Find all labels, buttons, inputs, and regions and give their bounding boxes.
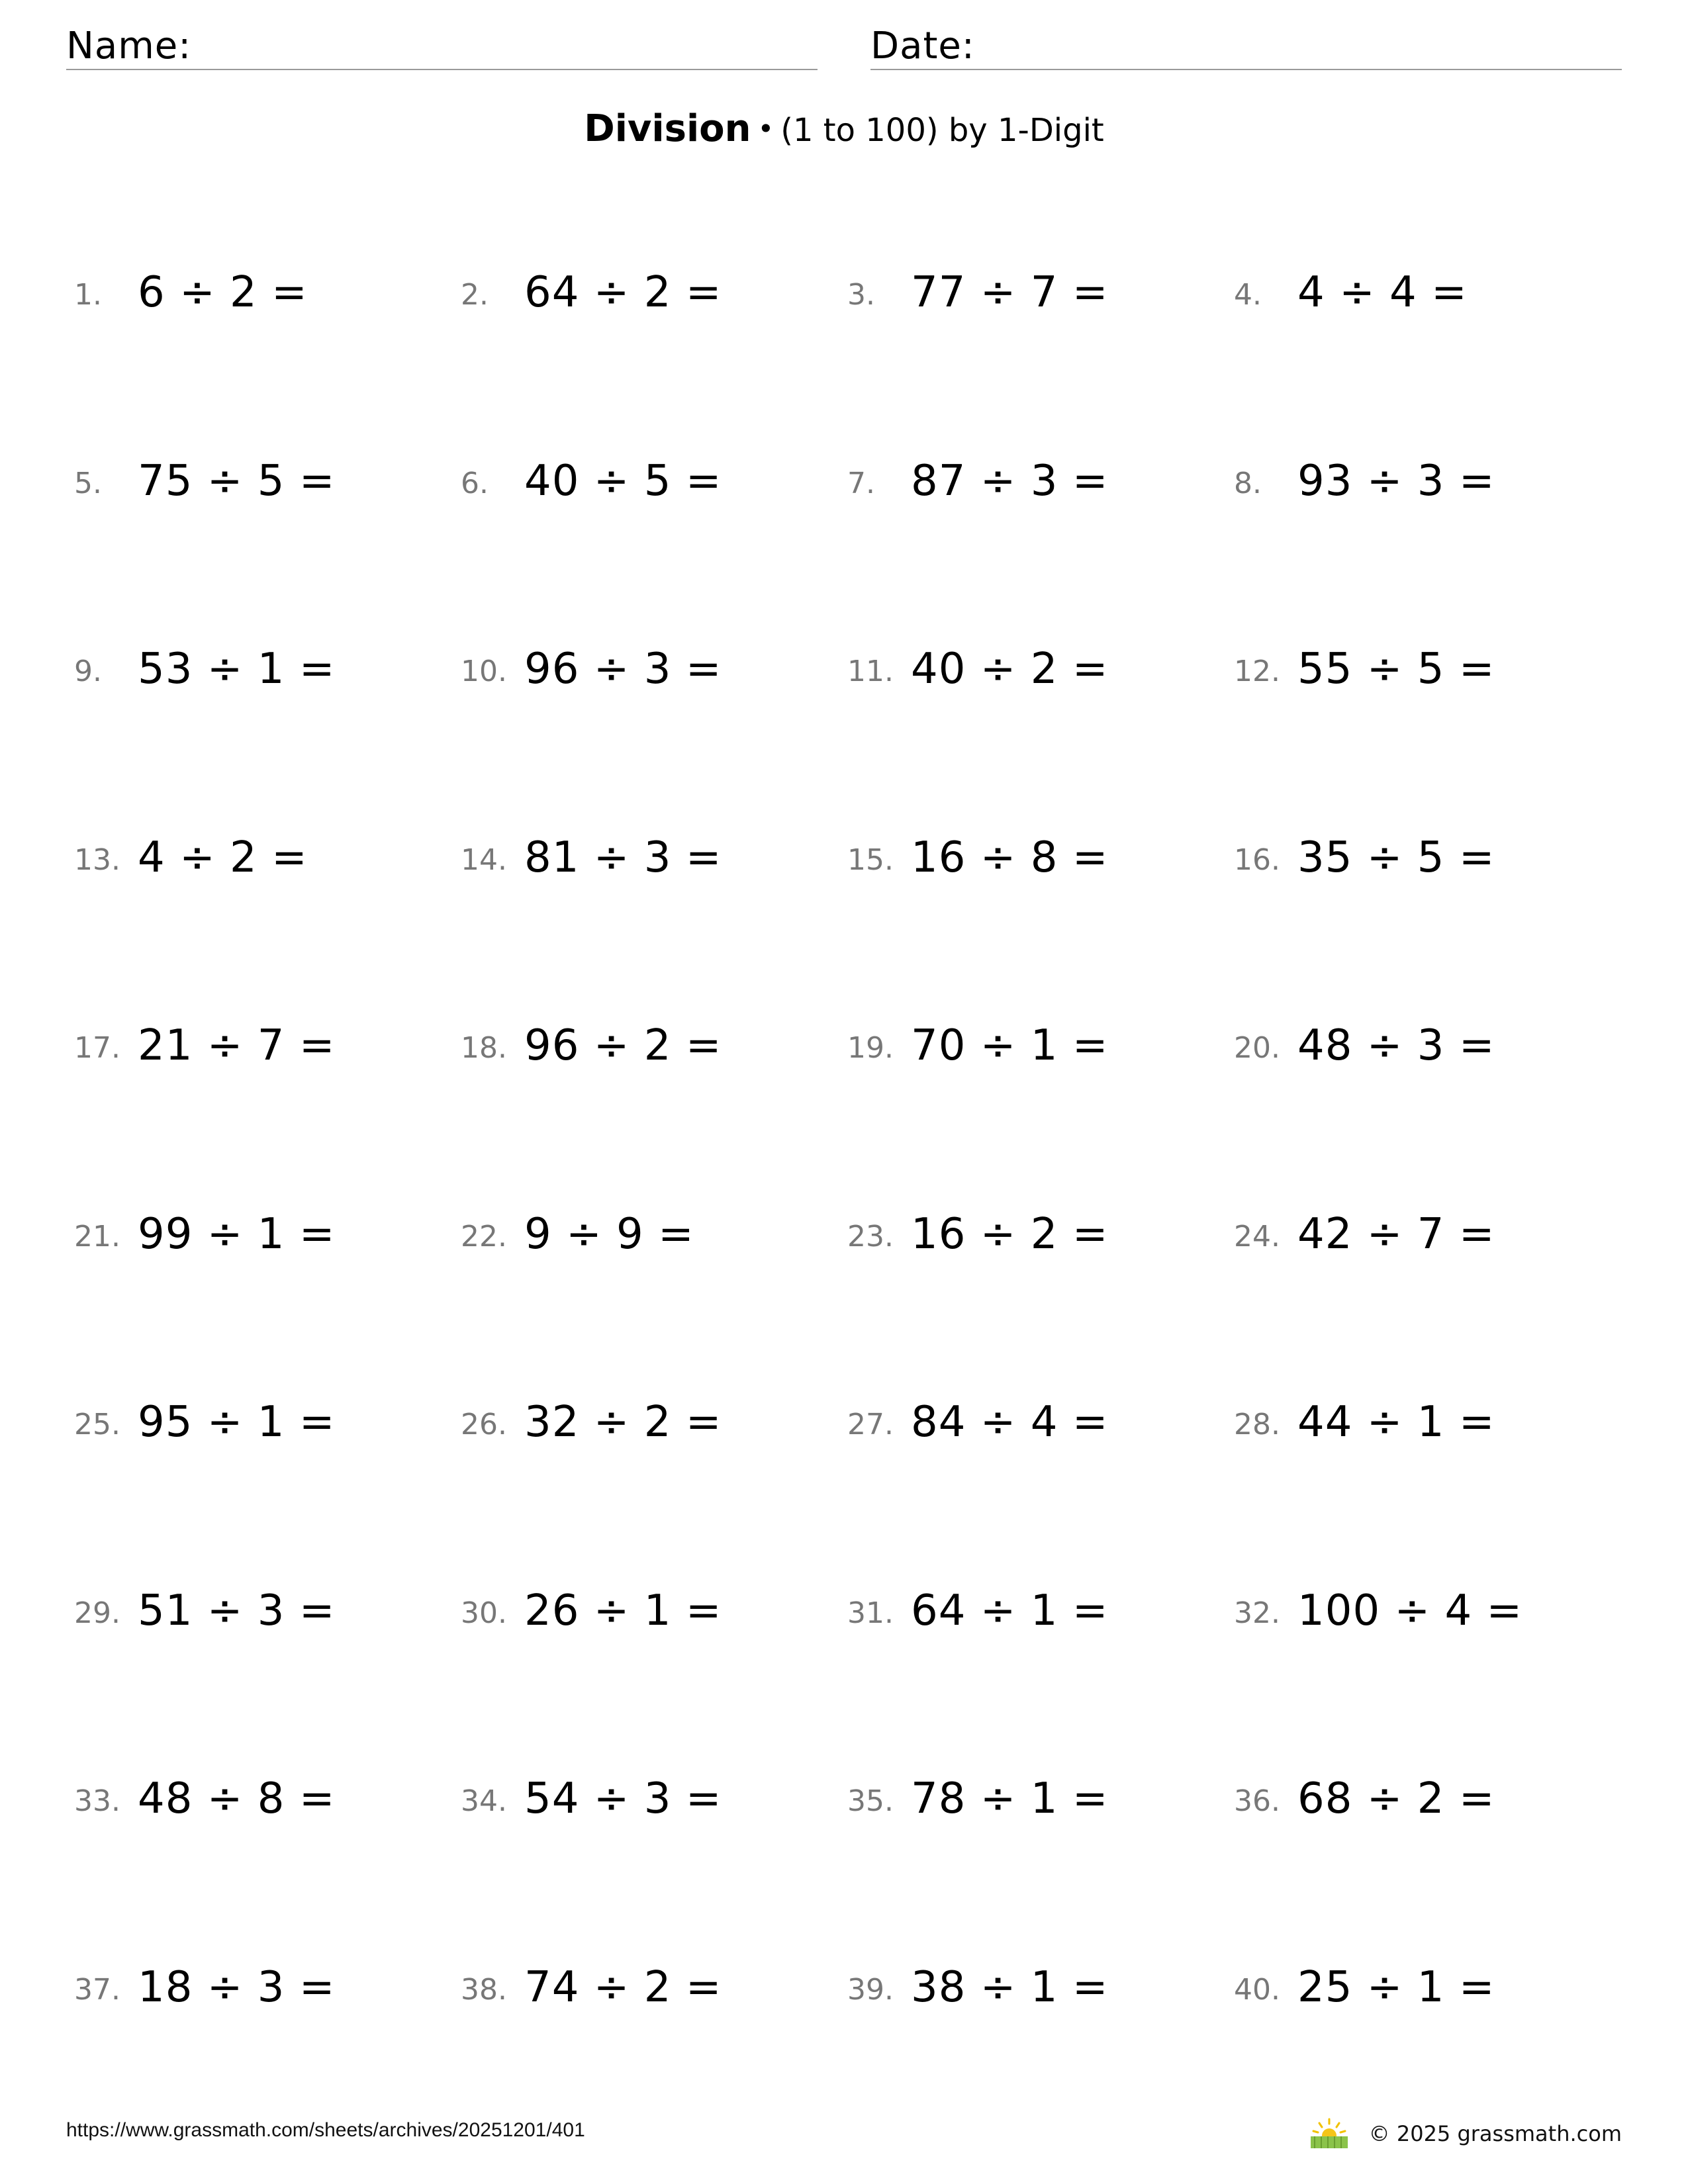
problem-expression: 99 ÷ 1 = <box>138 1210 336 1259</box>
problem-expression: 87 ÷ 3 = <box>911 457 1109 506</box>
problem-item <box>847 1396 1218 1449</box>
problem-number: 33. <box>74 1784 120 1818</box>
problem-number: 23. <box>847 1220 894 1253</box>
problem-item <box>1234 1584 1605 1637</box>
problem-item <box>847 1208 1218 1261</box>
problem-number: 30. <box>461 1596 507 1630</box>
problem-number: 37. <box>74 1973 120 2007</box>
problem-item <box>74 831 445 884</box>
problem-item <box>461 1584 831 1637</box>
problem-expression: 40 ÷ 2 = <box>911 645 1109 694</box>
problem-number: 18. <box>461 1031 507 1065</box>
problem-expression: 96 ÷ 3 = <box>524 645 722 694</box>
problem-item <box>74 643 445 696</box>
problem-item <box>1234 1961 1605 2014</box>
problem-expression: 48 ÷ 3 = <box>1297 1021 1495 1070</box>
problem-expression: 25 ÷ 1 = <box>1297 1963 1495 2012</box>
problem-item <box>74 1208 445 1261</box>
problem-item <box>461 1019 831 1072</box>
problem-expression: 16 ÷ 8 = <box>911 833 1109 882</box>
title-separator: • <box>757 113 774 145</box>
problem-item <box>461 1961 831 2014</box>
problem-number: 19. <box>847 1031 894 1065</box>
footer-url[interactable]: https://www.grassmath.com/sheets/archives/20251201/401 <box>66 2119 585 2141</box>
title-main: Division <box>584 107 751 150</box>
title-subtitle: (1 to 100) by 1-Digit <box>780 112 1104 149</box>
problem-expression: 77 ÷ 7 = <box>911 268 1109 317</box>
problem-expression: 70 ÷ 1 = <box>911 1021 1109 1070</box>
grassmath-sun-logo-icon <box>1308 2118 1350 2150</box>
problem-number: 16. <box>1234 843 1280 877</box>
problem-number: 5. <box>74 467 102 500</box>
problem-expression: 74 ÷ 2 = <box>524 1963 722 2012</box>
problem-expression: 93 ÷ 3 = <box>1297 457 1495 506</box>
problem-item <box>847 266 1218 319</box>
problem-item <box>1234 1208 1605 1261</box>
problem-expression: 38 ÷ 1 = <box>911 1963 1109 2012</box>
problem-number: 2. <box>461 278 489 312</box>
problem-expression: 9 ÷ 9 = <box>524 1210 694 1259</box>
problem-expression: 44 ÷ 1 = <box>1297 1398 1495 1447</box>
problem-expression: 75 ÷ 5 = <box>138 457 336 506</box>
problem-number: 22. <box>461 1220 507 1253</box>
name-label: Name: <box>66 24 192 68</box>
problem-expression: 81 ÷ 3 = <box>524 833 722 882</box>
problem-item <box>461 643 831 696</box>
problem-number: 10. <box>461 655 507 688</box>
problem-expression: 4 ÷ 2 = <box>138 833 308 882</box>
problem-item <box>1234 643 1605 696</box>
problem-item <box>847 1584 1218 1637</box>
problem-item <box>847 455 1218 508</box>
problem-item <box>74 1772 445 1825</box>
problem-item <box>1234 455 1605 508</box>
problem-expression: 6 ÷ 2 = <box>138 268 308 317</box>
problem-number: 14. <box>461 843 507 877</box>
problem-expression: 21 ÷ 7 = <box>138 1021 336 1070</box>
problem-item <box>461 1208 831 1261</box>
problem-number: 34. <box>461 1784 507 1818</box>
problem-expression: 16 ÷ 2 = <box>911 1210 1109 1259</box>
problem-expression: 84 ÷ 4 = <box>911 1398 1109 1447</box>
problem-number: 24. <box>1234 1220 1280 1253</box>
problem-expression: 68 ÷ 2 = <box>1297 1774 1495 1823</box>
problem-number: 8. <box>1234 467 1262 500</box>
problem-expression: 54 ÷ 3 = <box>524 1774 722 1823</box>
problem-item <box>461 455 831 508</box>
problem-expression: 40 ÷ 5 = <box>524 457 722 506</box>
problem-number: 3. <box>847 278 875 312</box>
problem-item <box>74 1019 445 1072</box>
problem-item <box>461 831 831 884</box>
problem-number: 15. <box>847 843 894 877</box>
problem-item <box>1234 266 1605 319</box>
problem-item <box>461 1772 831 1825</box>
problem-expression: 95 ÷ 1 = <box>138 1398 336 1447</box>
problem-item <box>1234 1772 1605 1825</box>
problem-number: 9. <box>74 655 102 688</box>
problem-expression: 55 ÷ 5 = <box>1297 645 1495 694</box>
problem-expression: 4 ÷ 4 = <box>1297 268 1468 317</box>
problem-expression: 53 ÷ 1 = <box>138 645 336 694</box>
problem-number: 27. <box>847 1408 894 1441</box>
problem-item <box>847 1961 1218 2014</box>
problem-expression: 35 ÷ 5 = <box>1297 833 1495 882</box>
problem-number: 1. <box>74 278 102 312</box>
problem-item <box>74 1584 445 1637</box>
problem-item <box>74 1396 445 1449</box>
problem-item <box>461 266 831 319</box>
problem-expression: 32 ÷ 2 = <box>524 1398 722 1447</box>
problem-expression: 42 ÷ 7 = <box>1297 1210 1495 1259</box>
problem-item <box>847 1019 1218 1072</box>
problem-expression: 18 ÷ 3 = <box>138 1963 336 2012</box>
problem-item <box>74 1961 445 2014</box>
problem-expression: 48 ÷ 8 = <box>138 1774 336 1823</box>
problem-number: 31. <box>847 1596 894 1630</box>
problem-item <box>847 831 1218 884</box>
problem-number: 21. <box>74 1220 120 1253</box>
problem-number: 20. <box>1234 1031 1280 1065</box>
problem-item <box>74 266 445 319</box>
problem-number: 12. <box>1234 655 1280 688</box>
problem-item <box>847 643 1218 696</box>
problem-number: 39. <box>847 1973 894 2007</box>
copyright-text: © 2025 grassmath.com <box>1368 2121 1622 2146</box>
problem-number: 25. <box>74 1408 120 1441</box>
problem-number: 13. <box>74 843 120 877</box>
problem-number: 40. <box>1234 1973 1280 2007</box>
problem-number: 29. <box>74 1596 120 1630</box>
problem-item <box>74 455 445 508</box>
problem-number: 6. <box>461 467 489 500</box>
problem-number: 36. <box>1234 1784 1280 1818</box>
problem-number: 28. <box>1234 1408 1280 1441</box>
problem-number: 11. <box>847 655 894 688</box>
problem-expression: 100 ÷ 4 = <box>1297 1586 1523 1635</box>
problem-expression: 26 ÷ 1 = <box>524 1586 722 1635</box>
problem-item <box>461 1396 831 1449</box>
problem-item <box>1234 1396 1605 1449</box>
footer-copyright <box>1308 2118 1622 2150</box>
problem-expression: 96 ÷ 2 = <box>524 1021 722 1070</box>
problem-number: 38. <box>461 1973 507 2007</box>
problem-item <box>1234 831 1605 884</box>
problem-item <box>1234 1019 1605 1072</box>
problem-number: 35. <box>847 1784 894 1818</box>
problem-number: 7. <box>847 467 875 500</box>
problem-number: 4. <box>1234 278 1262 312</box>
problem-expression: 51 ÷ 3 = <box>138 1586 336 1635</box>
date-label: Date: <box>870 24 975 68</box>
problem-expression: 64 ÷ 2 = <box>524 268 722 317</box>
problem-number: 26. <box>461 1408 507 1441</box>
problem-item <box>847 1772 1218 1825</box>
problem-expression: 64 ÷ 1 = <box>911 1586 1109 1635</box>
problem-expression: 78 ÷ 1 = <box>911 1774 1109 1823</box>
problem-number: 32. <box>1234 1596 1280 1630</box>
problem-number: 17. <box>74 1031 120 1065</box>
